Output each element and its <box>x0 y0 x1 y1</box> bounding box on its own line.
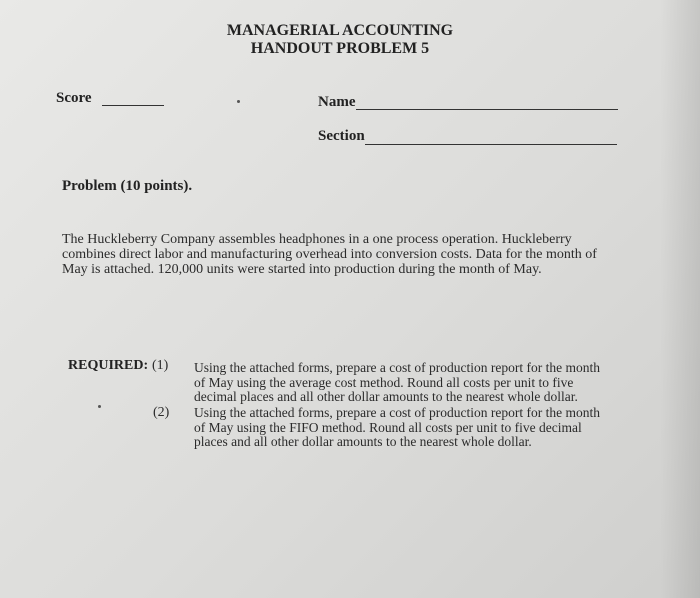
score-label: Score <box>56 90 92 106</box>
stray-mark <box>98 405 101 408</box>
required-item-1-text: Using the attached forms, prepare a cost of production report for the month of May using the average cost method. Round all costs per unit to five decimal places and all other dollar amounts to the nearest whole dollar. <box>194 360 600 404</box>
page-edge-shadow <box>660 0 700 598</box>
required-item-2-text: Using the attached forms, prepare a cost of production report for the month of May using the FIFO method. Round all costs per unit to five decimal places and all other dollar amounts to the nearest whole dollar. <box>194 405 600 449</box>
required-item-1-number: (1) <box>152 358 169 373</box>
name-label: Name <box>318 94 356 110</box>
document-header <box>0 22 680 58</box>
required-label: REQUIRED: <box>68 358 149 373</box>
stray-mark <box>237 100 240 103</box>
section-label: Section <box>318 128 365 144</box>
handout-title: HANDOUT PROBLEM 5 <box>250 40 430 57</box>
score-field[interactable] <box>102 105 164 106</box>
problem-heading: Problem (10 points). <box>62 178 193 194</box>
required-item-2-number: (2) <box>153 405 170 420</box>
name-field[interactable] <box>356 109 618 110</box>
problem-description: The Huckleberry Company assembles headphones in a one process operation. Huckleberry combines direct labor and manufacturing overhead into conversion costs. Data for the month of May is attached. 120,000 units were started into production during the month of May. <box>62 232 597 277</box>
course-title: MANAGERIAL ACCOUNTING <box>226 22 454 39</box>
section-field[interactable] <box>365 144 617 145</box>
